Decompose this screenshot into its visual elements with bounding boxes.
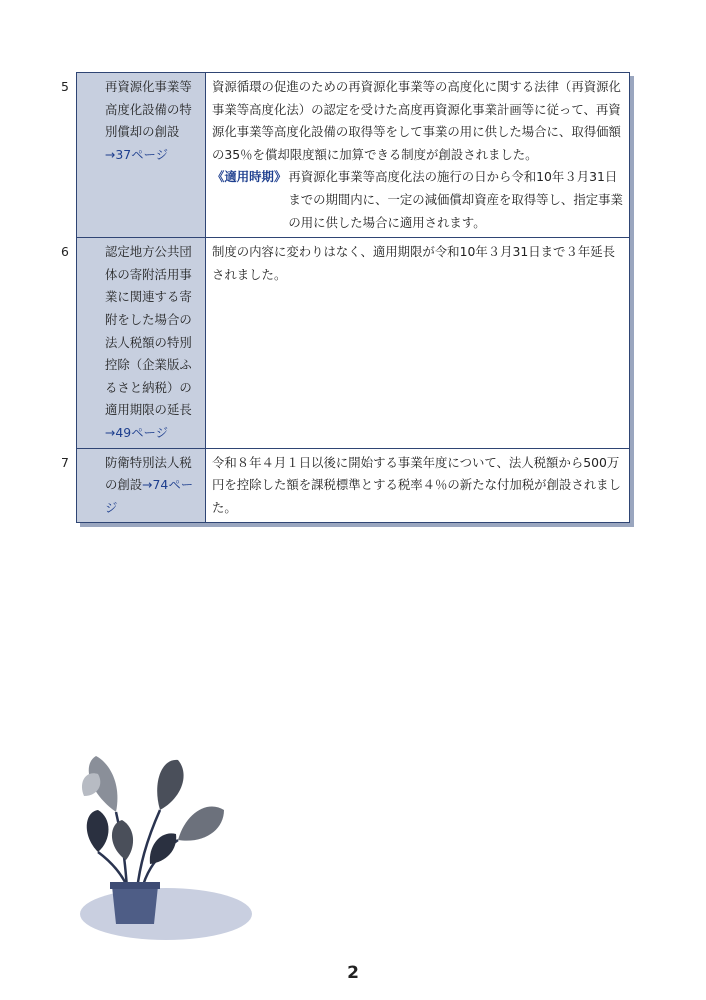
page-reference-link[interactable]: →49ページ — [105, 424, 169, 440]
note-text: 再資源化事業等高度化法の施行の日から令和10年３月31日までの期間内に、一定の減価償却資産を取得等し、指定事業の用に供した場合に適用されます。 — [288, 169, 623, 230]
potted-plant-icon — [78, 752, 254, 942]
items-table-wrapper — [61, 72, 630, 523]
page-reference-link[interactable]: →37ページ — [105, 146, 169, 162]
table-row — [77, 73, 630, 238]
items-table — [61, 72, 630, 523]
row-number: 6 — [61, 244, 69, 260]
table-row — [77, 238, 630, 448]
row-5-description-cell — [206, 73, 630, 238]
row-5-label-cell — [61, 73, 206, 238]
note-label: 《適用時期》 — [212, 169, 287, 185]
row-number: 7 — [61, 454, 69, 470]
table-row — [77, 448, 630, 523]
row-7-label-cell — [61, 448, 206, 523]
row-description: 資源循環の促進のための再資源化事業等の高度化に関する法律（再資源化事業等高度化法）の認定を受けた高度再資源化事業計画等に従って、再資源化事業等高度化設備の取得等をして事業の用に供した場合に、取得価額の35％を償却限度額に加算できる制度が創設されました。 — [212, 79, 621, 162]
row-label: 再資源化事業等高度化設備の特別償却の創設 — [105, 79, 192, 140]
row-label: 防衛特別法人税の創設 — [105, 454, 192, 493]
application-period-note — [212, 166, 624, 234]
row-label: 認定地方公共団体の寄附活用事業に関連する寄附をした場合の法人税額の特別控除（企業版ふるさと納税）の適用期限の延長 — [105, 244, 192, 418]
row-description: 制度の内容に変わりはなく、適用期限が令和10年３月31日まで３年延長されました。 — [212, 244, 616, 282]
row-7-description-cell — [206, 448, 630, 523]
page-reference-link[interactable]: →74ページ — [105, 477, 194, 515]
row-6-description-cell — [206, 238, 630, 448]
row-number: 5 — [61, 79, 69, 94]
page-number: 2 — [347, 963, 359, 983]
row-6-label-cell — [61, 238, 206, 448]
row-description: 令和８年４月１日以後に開始する事業年度について、法人税額から500万円を控除した額を課税標準とする税率４％の新たな付加税が創設されました。 — [212, 454, 621, 515]
